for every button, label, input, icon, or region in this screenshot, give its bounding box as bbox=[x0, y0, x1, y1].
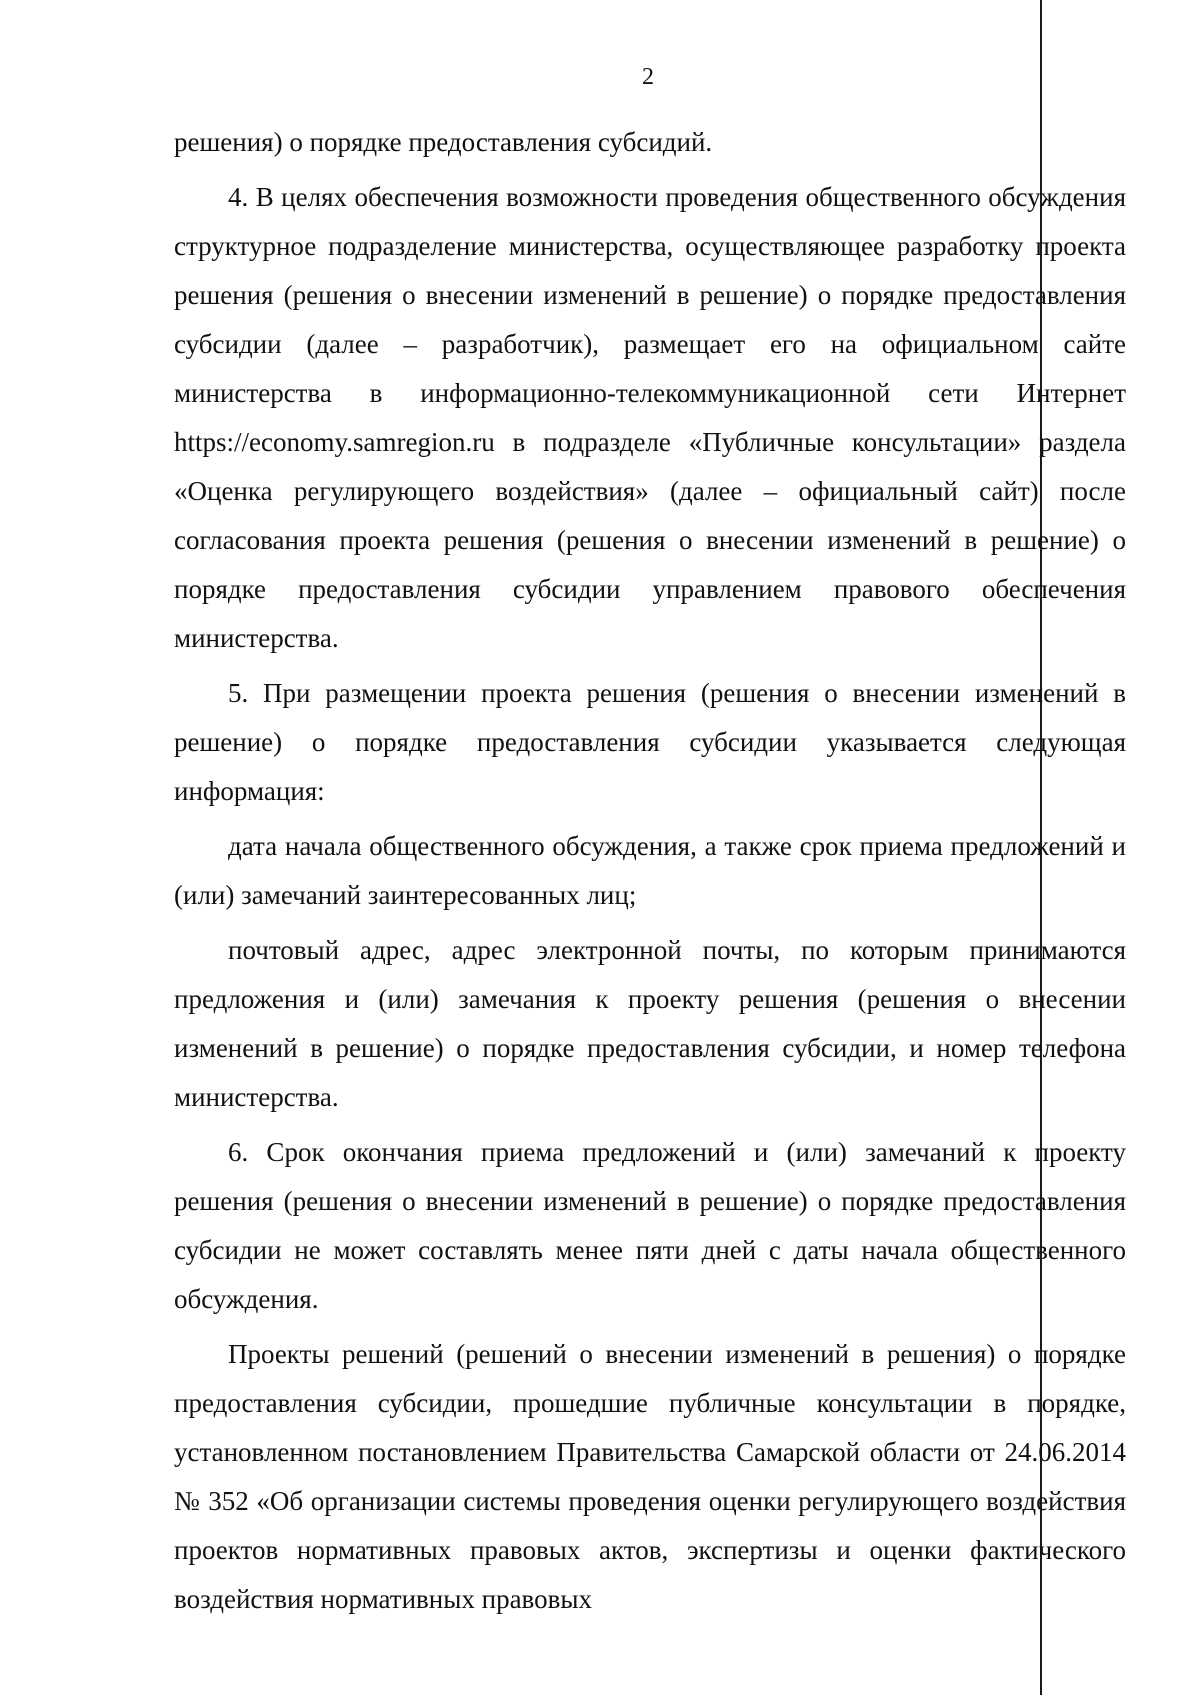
paragraph-continuation: решения) о порядке предоставления субсидий. bbox=[174, 127, 713, 157]
paragraph-item-5: 5. При размещении проекта решения (решения о внесении изменений в решение) о порядке предоставления субсидии указывается следующая информация: bbox=[174, 678, 1126, 806]
document-body bbox=[174, 118, 1126, 1624]
paragraph-projects: Проекты решений (решений о внесении изменений в решения) о порядке предоставления субсидии, прошедшие публичные консультации в порядке, установленном постановлением Правительства Самарской области от 24.06.2014 № 352 «Об организации системы проведения оценки регулирующего воздействия проектов нормативных правовых актов, экспертизы и оценки фактического воздействия нормативных правовых bbox=[174, 1339, 1126, 1614]
paragraph-date-info: дата начала общественного обсуждения, а также срок приема предложений и (или) замечаний заинтересованных лиц; bbox=[174, 831, 1126, 910]
paragraph-item-4: 4. В целях обеспечения возможности проведения общественного обсуждения структурное подразделение министерства, осуществляющее разработку проекта решения (решения о внесении изменений в решение) о порядке предоставления субсидии (далее – разработчик), размещает его на официальном сайте министерства в информационно-телекоммуникационной сети Интернет https://economy.samregion.ru в подразделе «Публичные консультации» раздела «Оценка регулирующего воздействия» (далее – официальный сайт) после согласования проекта решения (решения о внесении изменений в решение) о порядке предоставления субсидии управлением правового обеспечения министерства. bbox=[174, 182, 1126, 653]
paragraph-item-6: 6. Срок окончания приема предложений и (или) замечаний к проекту решения (решения о внесении изменений в решение) о порядке предоставления субсидии не может составлять менее пяти дней с даты начала общественного обсуждения. bbox=[174, 1137, 1126, 1314]
paragraph-address-info: почтовый адрес, адрес электронной почты, по которым принимаются предложения и (или) замечания к проекту решения (решения о внесении изменений в решение) о порядке предоставления субсидии, и номер телефона министерства. bbox=[174, 935, 1126, 1112]
page-number: 2 bbox=[642, 64, 654, 90]
